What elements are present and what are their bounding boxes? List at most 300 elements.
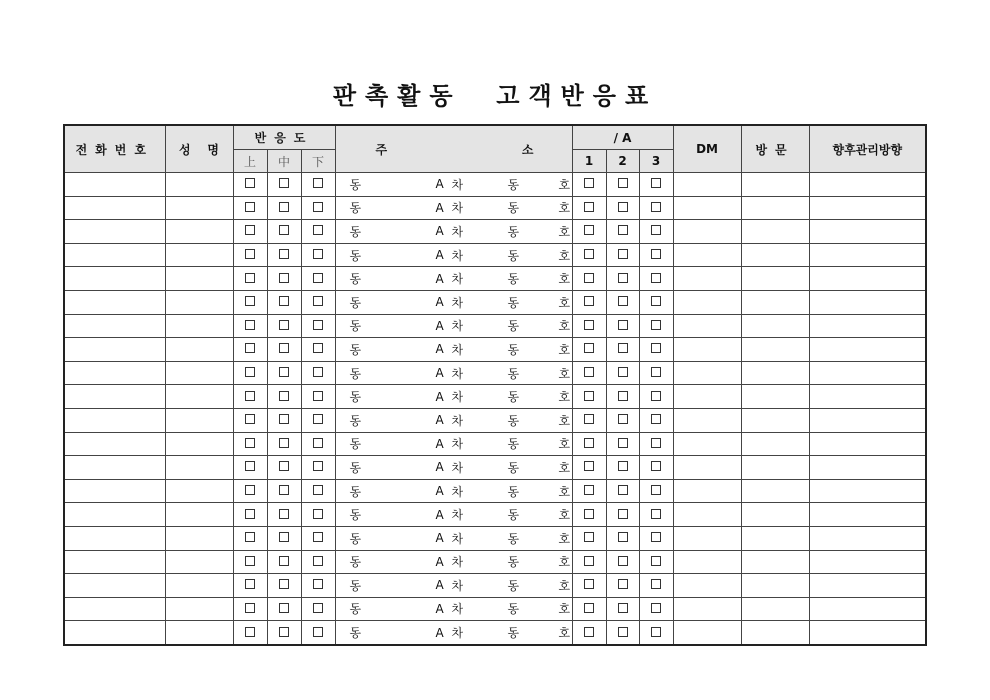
checkbox[interactable] [245, 603, 255, 613]
phone-cell[interactable] [64, 456, 165, 480]
checkbox[interactable] [245, 178, 255, 188]
checkbox[interactable] [584, 627, 594, 637]
checkbox[interactable] [584, 225, 594, 235]
address-ho-label: 호 [558, 201, 571, 216]
phone-cell[interactable] [64, 550, 165, 574]
checkbox[interactable] [245, 627, 255, 637]
checkbox[interactable] [651, 556, 661, 566]
address-a-label: A [435, 271, 444, 286]
dm-cell[interactable] [673, 408, 741, 432]
plan-cell[interactable] [809, 338, 926, 362]
visit-cell[interactable] [741, 338, 809, 362]
checkbox[interactable] [313, 579, 323, 589]
address-dong2-label: 동 [507, 272, 520, 287]
name-cell[interactable] [165, 503, 233, 527]
address-template [336, 551, 572, 574]
reaction-low-cell [301, 220, 335, 244]
checkbox[interactable] [651, 438, 661, 448]
plan-cell[interactable] [809, 385, 926, 409]
checkbox[interactable] [618, 225, 628, 235]
address-ho-label: 호 [558, 531, 571, 546]
as-3-cell [639, 243, 673, 267]
address-a-label: A [435, 413, 444, 428]
checkbox[interactable] [618, 438, 628, 448]
address-a-label: A [435, 295, 444, 310]
reaction-low-cell [301, 456, 335, 480]
checkbox[interactable] [651, 202, 661, 212]
dm-cell[interactable] [673, 290, 741, 314]
name-cell[interactable] [165, 314, 233, 338]
name-cell[interactable] [165, 220, 233, 244]
visit-cell[interactable] [741, 243, 809, 267]
plan-cell[interactable] [809, 408, 926, 432]
checkbox[interactable] [618, 509, 628, 519]
address-cha-label: 차 [451, 602, 464, 617]
checkbox[interactable] [651, 367, 661, 377]
checkbox[interactable] [245, 225, 255, 235]
checkbox[interactable] [618, 627, 628, 637]
checkbox[interactable] [279, 556, 289, 566]
visit-cell[interactable] [741, 621, 809, 645]
checkbox[interactable] [279, 249, 289, 259]
plan-cell[interactable] [809, 243, 926, 267]
dm-cell[interactable] [673, 267, 741, 291]
checkbox[interactable] [313, 273, 323, 283]
address-cell[interactable] [335, 574, 572, 598]
checkbox[interactable] [245, 320, 255, 330]
dm-cell[interactable] [673, 526, 741, 550]
address-cell[interactable] [335, 432, 572, 456]
dm-cell[interactable] [673, 621, 741, 645]
checkbox[interactable] [618, 178, 628, 188]
checkbox[interactable] [584, 343, 594, 353]
checkbox[interactable] [651, 343, 661, 353]
visit-cell[interactable] [741, 503, 809, 527]
name-cell[interactable] [165, 574, 233, 598]
address-cell[interactable] [335, 220, 572, 244]
checkbox[interactable] [584, 438, 594, 448]
as-1-cell [572, 503, 606, 527]
checkbox[interactable] [651, 273, 661, 283]
col-header-visit: 방문 [741, 125, 809, 173]
checkbox[interactable] [245, 532, 255, 542]
plan-cell[interactable] [809, 597, 926, 621]
address-cha-label: 차 [451, 508, 464, 523]
name-cell[interactable] [165, 408, 233, 432]
reaction-mid-cell [267, 432, 301, 456]
checkbox[interactable] [584, 414, 594, 424]
checkbox[interactable] [313, 485, 323, 495]
dm-cell[interactable] [673, 503, 741, 527]
checkbox[interactable] [651, 320, 661, 330]
address-a-label: A [435, 460, 444, 475]
checkbox[interactable] [618, 603, 628, 613]
phone-cell[interactable] [64, 479, 165, 503]
checkbox[interactable] [584, 603, 594, 613]
checkbox[interactable] [313, 391, 323, 401]
checkbox[interactable] [313, 556, 323, 566]
plan-cell[interactable] [809, 196, 926, 220]
dm-cell[interactable] [673, 574, 741, 598]
checkbox[interactable] [313, 296, 323, 306]
address-cell[interactable] [335, 408, 572, 432]
phone-cell[interactable] [64, 503, 165, 527]
table-row [64, 338, 926, 362]
checkbox[interactable] [618, 391, 628, 401]
checkbox[interactable] [279, 391, 289, 401]
checkbox[interactable] [313, 225, 323, 235]
dm-cell[interactable] [673, 173, 741, 197]
checkbox[interactable] [651, 579, 661, 589]
address-cell[interactable] [335, 526, 572, 550]
checkbox[interactable] [618, 343, 628, 353]
checkbox[interactable] [245, 579, 255, 589]
checkbox[interactable] [245, 509, 255, 519]
checkbox[interactable] [245, 414, 255, 424]
checkbox[interactable] [313, 414, 323, 424]
checkbox[interactable] [313, 249, 323, 259]
plan-cell[interactable] [809, 432, 926, 456]
address-dong2-label: 동 [507, 484, 520, 499]
address-ho-label: 호 [558, 272, 571, 287]
address-dong-label: 동 [349, 437, 362, 452]
visit-cell[interactable] [741, 479, 809, 503]
dm-cell[interactable] [673, 220, 741, 244]
checkbox[interactable] [245, 343, 255, 353]
reaction-low-cell [301, 597, 335, 621]
dm-cell[interactable] [673, 597, 741, 621]
phone-cell[interactable] [64, 338, 165, 362]
address-cha-label: 차 [451, 224, 464, 239]
checkbox[interactable] [584, 485, 594, 495]
phone-cell[interactable] [64, 243, 165, 267]
dm-cell[interactable] [673, 456, 741, 480]
visit-cell[interactable] [741, 408, 809, 432]
reaction-high-cell [233, 432, 267, 456]
address-cell[interactable] [335, 597, 572, 621]
address-ho-label: 호 [558, 224, 571, 239]
name-cell[interactable] [165, 243, 233, 267]
address-cell[interactable] [335, 314, 572, 338]
checkbox[interactable] [245, 556, 255, 566]
checkbox[interactable] [279, 320, 289, 330]
reaction-mid-cell [267, 220, 301, 244]
dm-cell[interactable] [673, 385, 741, 409]
checkbox[interactable] [313, 603, 323, 613]
address-template [336, 362, 572, 385]
checkbox[interactable] [245, 438, 255, 448]
checkbox[interactable] [279, 603, 289, 613]
name-cell[interactable] [165, 338, 233, 362]
as-3-cell [639, 385, 673, 409]
phone-cell[interactable] [64, 290, 165, 314]
checkbox[interactable] [245, 485, 255, 495]
dm-cell[interactable] [673, 314, 741, 338]
checkbox[interactable] [651, 603, 661, 613]
as-3-cell [639, 526, 673, 550]
address-cell[interactable] [335, 550, 572, 574]
address-dong2-label: 동 [507, 460, 520, 475]
name-cell[interactable] [165, 361, 233, 385]
checkbox[interactable] [651, 509, 661, 519]
address-cell[interactable] [335, 621, 572, 645]
checkbox[interactable] [245, 273, 255, 283]
name-cell[interactable] [165, 456, 233, 480]
checkbox[interactable] [279, 273, 289, 283]
checkbox[interactable] [313, 532, 323, 542]
phone-cell[interactable] [64, 220, 165, 244]
checkbox[interactable] [279, 225, 289, 235]
reaction-mid-cell [267, 267, 301, 291]
checkbox[interactable] [584, 178, 594, 188]
address-cell[interactable] [335, 361, 572, 385]
checkbox[interactable] [584, 509, 594, 519]
checkbox[interactable] [279, 579, 289, 589]
dm-cell[interactable] [673, 361, 741, 385]
checkbox[interactable] [651, 296, 661, 306]
as-1-cell [572, 432, 606, 456]
as-2-cell [606, 456, 639, 480]
checkbox[interactable] [618, 296, 628, 306]
name-cell[interactable] [165, 173, 233, 197]
checkbox[interactable] [618, 556, 628, 566]
name-cell[interactable] [165, 597, 233, 621]
name-cell[interactable] [165, 550, 233, 574]
plan-cell[interactable] [809, 220, 926, 244]
as-1-cell [572, 621, 606, 645]
plan-cell[interactable] [809, 479, 926, 503]
as-3-cell [639, 479, 673, 503]
plan-cell[interactable] [809, 621, 926, 645]
table-row [64, 361, 926, 385]
visit-cell[interactable] [741, 314, 809, 338]
address-cell[interactable] [335, 479, 572, 503]
checkbox[interactable] [313, 178, 323, 188]
checkbox[interactable] [313, 202, 323, 212]
address-a-label: A [435, 507, 444, 522]
checkbox[interactable] [618, 579, 628, 589]
checkbox[interactable] [618, 461, 628, 471]
checkbox[interactable] [313, 438, 323, 448]
checkbox[interactable] [279, 178, 289, 188]
phone-cell[interactable] [64, 597, 165, 621]
reaction-low-cell [301, 290, 335, 314]
phone-cell[interactable] [64, 385, 165, 409]
checkbox[interactable] [618, 202, 628, 212]
checkbox[interactable] [651, 485, 661, 495]
address-dong2-label: 동 [507, 201, 520, 216]
checkbox[interactable] [313, 343, 323, 353]
dm-cell[interactable] [673, 479, 741, 503]
checkbox[interactable] [279, 414, 289, 424]
visit-cell[interactable] [741, 290, 809, 314]
plan-cell[interactable] [809, 456, 926, 480]
checkbox[interactable] [584, 391, 594, 401]
checkbox[interactable] [584, 296, 594, 306]
address-a-label: A [435, 342, 444, 357]
checkbox[interactable] [313, 509, 323, 519]
phone-cell[interactable] [64, 621, 165, 645]
checkbox[interactable] [279, 438, 289, 448]
checkbox[interactable] [651, 178, 661, 188]
address-dong-label: 동 [349, 508, 362, 523]
checkbox[interactable] [618, 320, 628, 330]
checkbox[interactable] [651, 225, 661, 235]
reaction-high-cell [233, 597, 267, 621]
name-cell[interactable] [165, 385, 233, 409]
address-template [336, 598, 572, 621]
checkbox[interactable] [245, 367, 255, 377]
phone-cell[interactable] [64, 173, 165, 197]
checkbox[interactable] [279, 461, 289, 471]
address-cha-label: 차 [451, 413, 464, 428]
name-cell[interactable] [165, 526, 233, 550]
checkbox[interactable] [313, 367, 323, 377]
checkbox[interactable] [651, 461, 661, 471]
visit-cell[interactable] [741, 550, 809, 574]
checkbox[interactable] [584, 202, 594, 212]
address-template [336, 220, 572, 243]
checkbox[interactable] [584, 461, 594, 471]
visit-cell[interactable] [741, 597, 809, 621]
address-a-label: A [435, 531, 444, 546]
address-ho-label: 호 [558, 390, 571, 405]
checkbox[interactable] [279, 343, 289, 353]
checkbox[interactable] [279, 485, 289, 495]
checkbox[interactable] [279, 367, 289, 377]
checkbox[interactable] [584, 556, 594, 566]
visit-cell[interactable] [741, 361, 809, 385]
plan-cell[interactable] [809, 267, 926, 291]
dm-cell[interactable] [673, 550, 741, 574]
checkbox[interactable] [584, 367, 594, 377]
address-a-label: A [435, 601, 444, 616]
checkbox[interactable] [584, 273, 594, 283]
visit-cell[interactable] [741, 173, 809, 197]
checkbox[interactable] [651, 627, 661, 637]
checkbox[interactable] [245, 249, 255, 259]
address-dong2-label: 동 [507, 437, 520, 452]
phone-cell[interactable] [64, 361, 165, 385]
name-cell[interactable] [165, 267, 233, 291]
address-dong-label: 동 [349, 602, 362, 617]
checkbox[interactable] [618, 414, 628, 424]
checkbox[interactable] [245, 202, 255, 212]
visit-cell[interactable] [741, 456, 809, 480]
address-a-label: A [435, 578, 444, 593]
address-cell[interactable] [335, 456, 572, 480]
checkbox[interactable] [245, 461, 255, 471]
plan-cell[interactable] [809, 503, 926, 527]
checkbox[interactable] [618, 485, 628, 495]
plan-cell[interactable] [809, 314, 926, 338]
as-2-cell [606, 621, 639, 645]
checkbox[interactable] [651, 532, 661, 542]
table-row [64, 267, 926, 291]
plan-cell[interactable] [809, 361, 926, 385]
checkbox[interactable] [245, 296, 255, 306]
as-1-cell [572, 479, 606, 503]
checkbox[interactable] [245, 391, 255, 401]
name-cell[interactable] [165, 621, 233, 645]
visit-cell[interactable] [741, 267, 809, 291]
plan-cell[interactable] [809, 173, 926, 197]
checkbox[interactable] [584, 320, 594, 330]
checkbox[interactable] [279, 509, 289, 519]
checkbox[interactable] [618, 367, 628, 377]
reaction-high-cell [233, 173, 267, 197]
visit-cell[interactable] [741, 385, 809, 409]
checkbox[interactable] [651, 391, 661, 401]
checkbox[interactable] [651, 414, 661, 424]
address-cell[interactable] [335, 290, 572, 314]
checkbox[interactable] [279, 296, 289, 306]
checkbox[interactable] [584, 579, 594, 589]
phone-cell[interactable] [64, 267, 165, 291]
checkbox[interactable] [618, 273, 628, 283]
checkbox[interactable] [651, 249, 661, 259]
name-cell[interactable] [165, 432, 233, 456]
dm-cell[interactable] [673, 243, 741, 267]
phone-cell[interactable] [64, 574, 165, 598]
address-dong2-label: 동 [507, 224, 520, 239]
checkbox[interactable] [618, 532, 628, 542]
address-cell[interactable] [335, 173, 572, 197]
address-cha-label: 차 [451, 272, 464, 287]
checkbox[interactable] [313, 320, 323, 330]
address-cell[interactable] [335, 196, 572, 220]
visit-cell[interactable] [741, 574, 809, 598]
phone-cell[interactable] [64, 526, 165, 550]
checkbox[interactable] [313, 461, 323, 471]
address-cell[interactable] [335, 243, 572, 267]
address-cha-label: 차 [451, 460, 464, 475]
address-cell[interactable] [335, 385, 572, 409]
phone-cell[interactable] [64, 408, 165, 432]
phone-cell[interactable] [64, 432, 165, 456]
visit-cell[interactable] [741, 196, 809, 220]
dm-cell[interactable] [673, 196, 741, 220]
name-cell[interactable] [165, 290, 233, 314]
name-cell[interactable] [165, 196, 233, 220]
dm-cell[interactable] [673, 432, 741, 456]
visit-cell[interactable] [741, 526, 809, 550]
name-cell[interactable] [165, 479, 233, 503]
dm-cell[interactable] [673, 338, 741, 362]
checkbox[interactable] [313, 627, 323, 637]
phone-cell[interactable] [64, 314, 165, 338]
reaction-low-cell [301, 267, 335, 291]
checkbox[interactable] [279, 627, 289, 637]
visit-cell[interactable] [741, 220, 809, 244]
address-template [336, 197, 572, 220]
checkbox[interactable] [618, 249, 628, 259]
checkbox[interactable] [279, 202, 289, 212]
plan-cell[interactable] [809, 526, 926, 550]
checkbox[interactable] [279, 532, 289, 542]
visit-cell[interactable] [741, 432, 809, 456]
address-cell[interactable] [335, 338, 572, 362]
plan-cell[interactable] [809, 550, 926, 574]
reaction-mid-cell [267, 173, 301, 197]
checkbox[interactable] [584, 532, 594, 542]
checkbox[interactable] [584, 249, 594, 259]
address-cell[interactable] [335, 503, 572, 527]
plan-cell[interactable] [809, 290, 926, 314]
phone-cell[interactable] [64, 196, 165, 220]
address-cell[interactable] [335, 267, 572, 291]
plan-cell[interactable] [809, 574, 926, 598]
